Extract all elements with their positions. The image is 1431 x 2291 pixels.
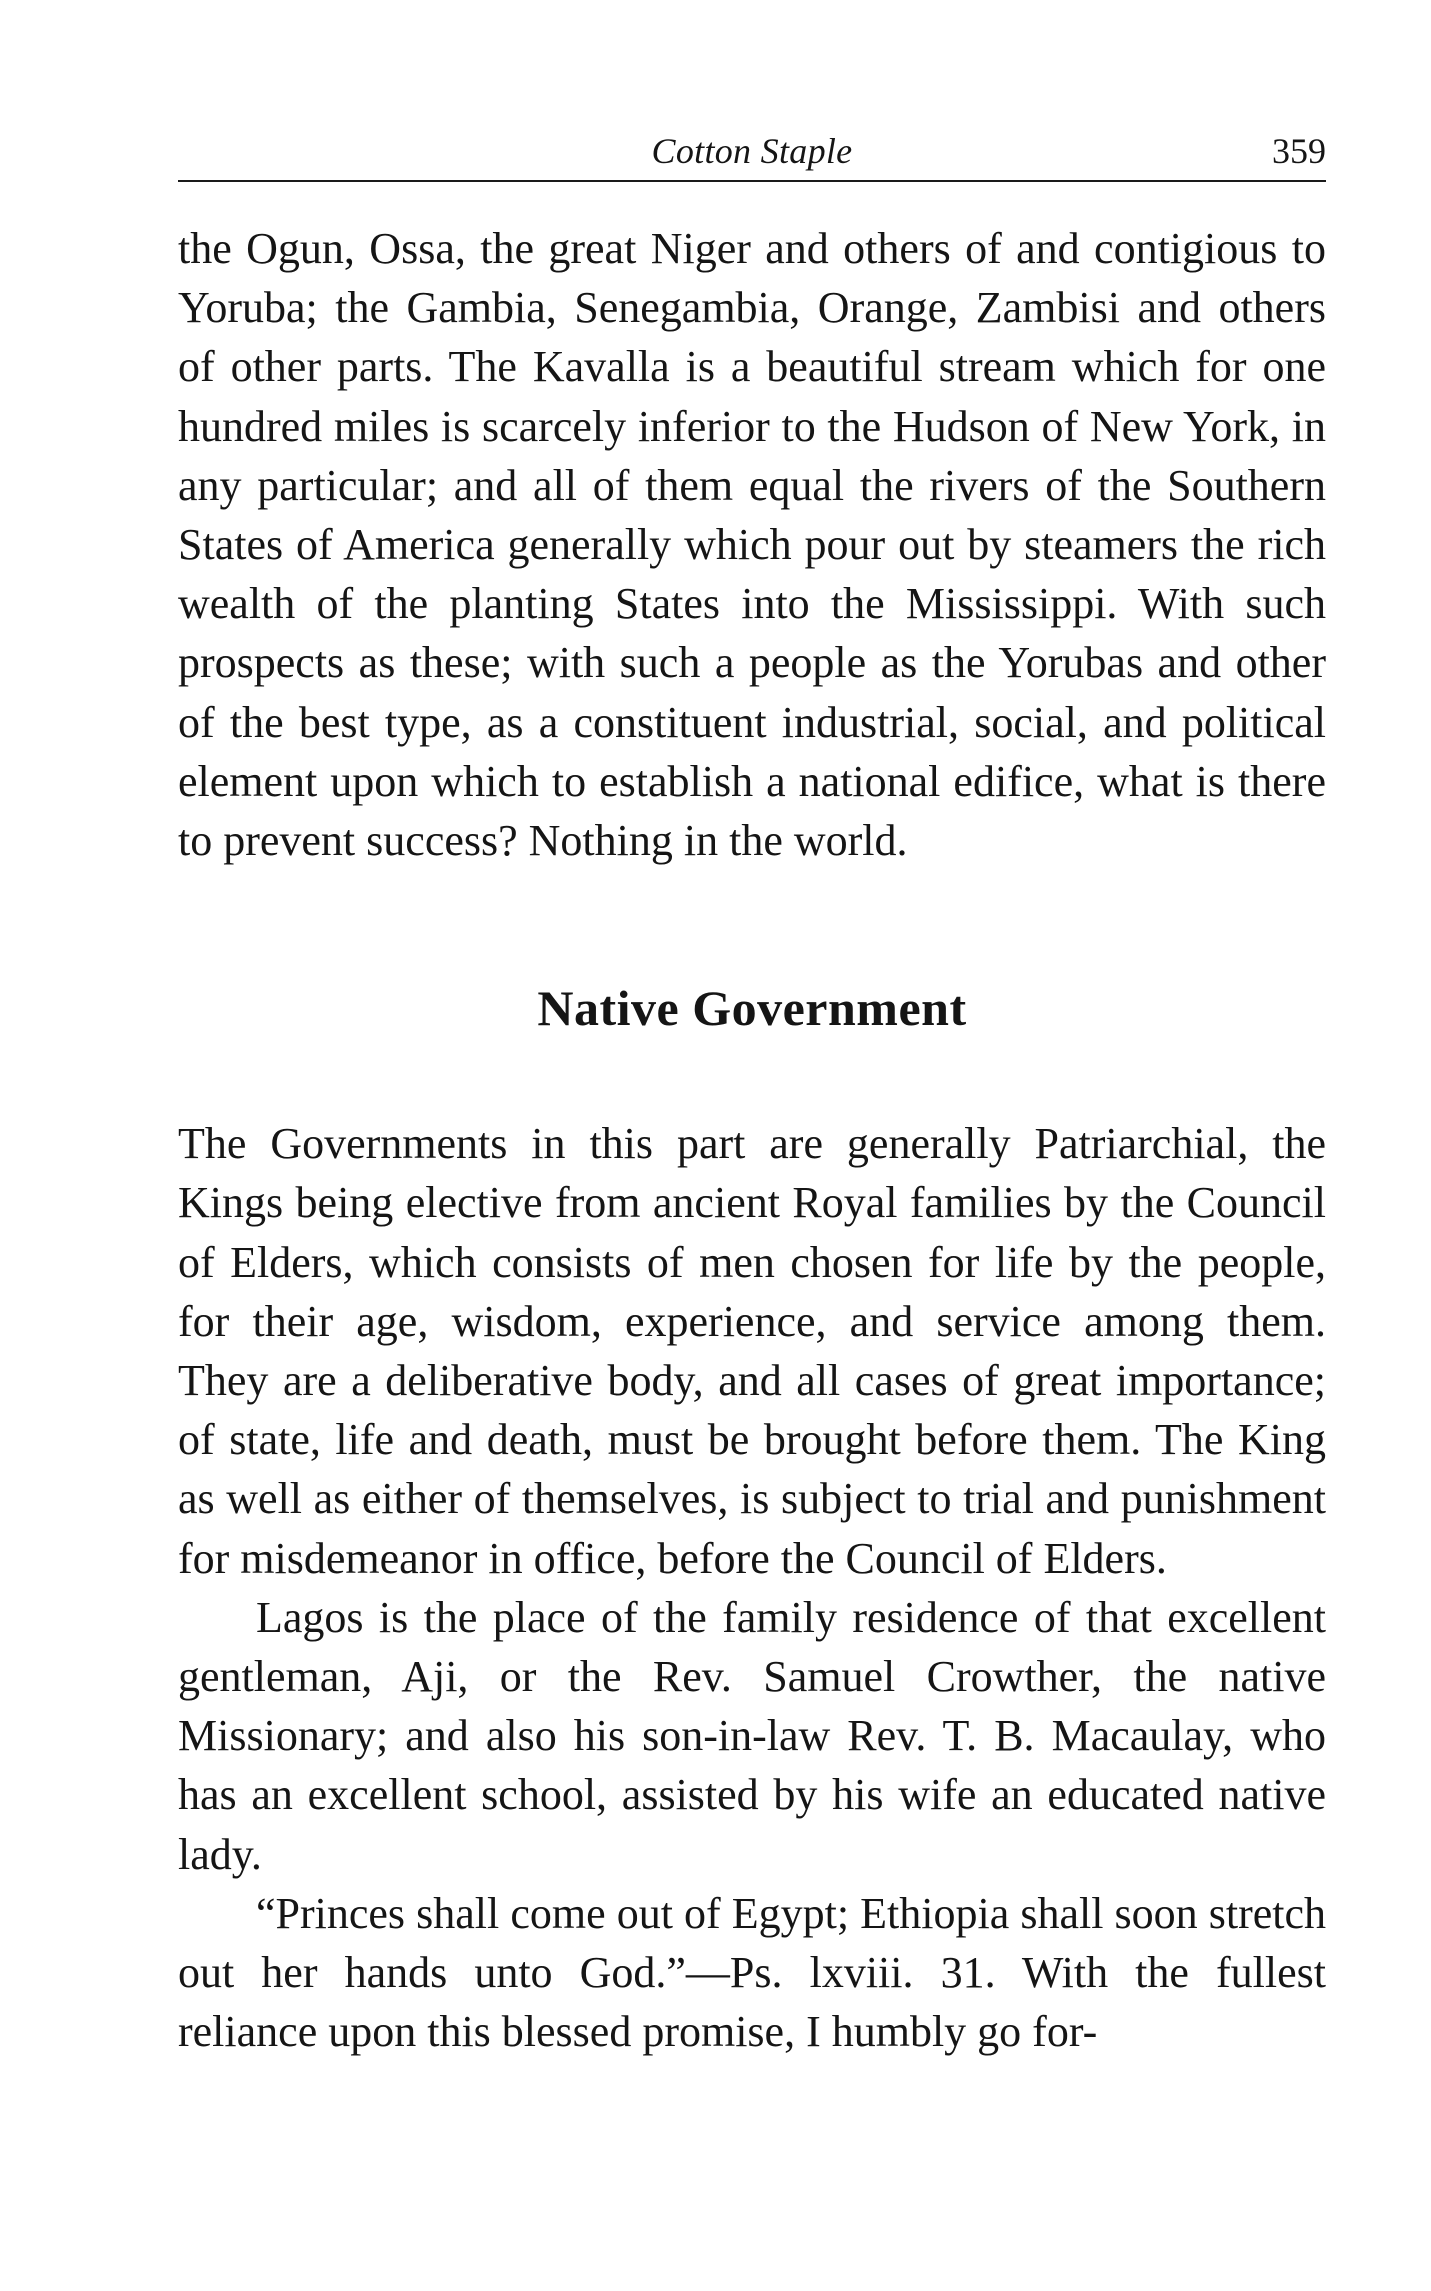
section-body (178, 1114, 1326, 2061)
running-title: Cotton Staple (651, 131, 853, 171)
book-page (178, 120, 1326, 2061)
section-heading: Native Government (537, 980, 967, 1037)
paragraph: “Princes shall come out of Egypt; Ethiopia shall soon stretch out her hands unto God.”—Ps. lxviii. 31. With the fullest reliance upon this blessed promise, I humbly go for- (178, 1888, 1326, 2057)
main-text (178, 219, 1326, 2061)
running-header (178, 120, 1326, 182)
paragraph: The Governments in this part are generally Patriarchial, the Kings being elective from ancient Royal families by the Council of Elders, which consists of men chosen for life by the people, for their age, wisdom, experience, and service among them. They are a deliberative body, and all cases of great importance; of state, life and death, must be brought before them. The King as well as either of themselves, is subject to trial and punishment for misdemeanor in office, before the Council of Elders. (178, 1119, 1326, 1583)
page-number: 359 (1272, 131, 1326, 171)
paragraph: the Ogun, Ossa, the great Niger and others of and contigious to Yoruba; the Gambia, Senegambia, Orange, Zambisi and others of other parts. The Kavalla is a beautiful stream which for one hundred miles is scarcely inferior to the Hudson of New York, in any particular; and all of them equal the rivers of the Southern States of America generally which pour out by steamers the rich wealth of the planting States into the Mississippi. With such prospects as these; with such a people as the Yorubas and other of the best type, as a constituent industrial, social, and political element upon which to establish a national edifice, what is there to prevent success? Nothing in the world. (178, 224, 1326, 866)
paragraph: Lagos is the place of the family residence of that excellent gentleman, Aji, or the Rev. Samuel Crowther, the native Missionary; and also his son-in-law Rev. T. B. Macaulay, who has an excellent school, assisted by his wife an educated native lady. (178, 1592, 1326, 1879)
